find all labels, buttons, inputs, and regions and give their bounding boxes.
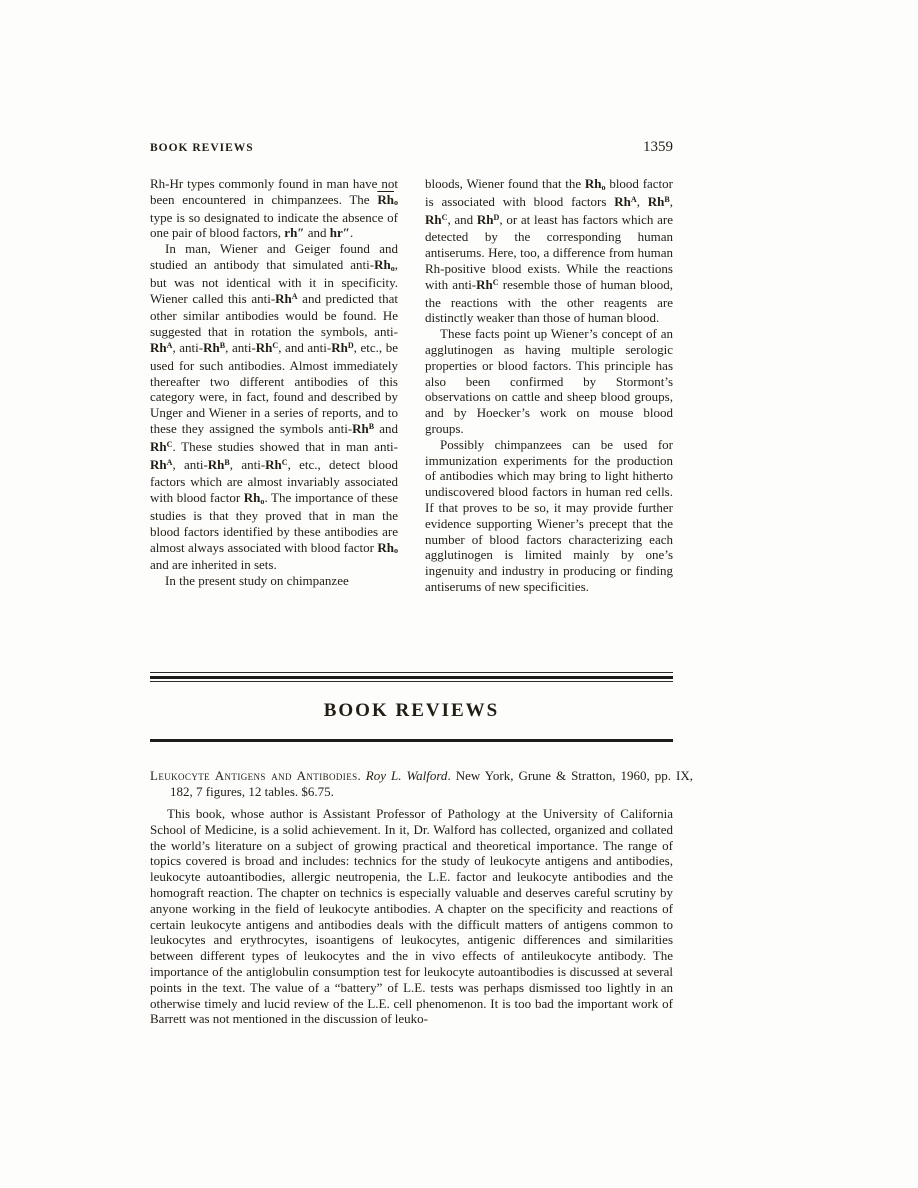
double-rule-divider bbox=[150, 672, 673, 682]
running-head-title: BOOK REVIEWS bbox=[150, 142, 254, 154]
double-rule-thick-line bbox=[150, 676, 673, 679]
single-rule-divider bbox=[150, 739, 673, 742]
paragraph: In the present study on chimpanzee bbox=[165, 573, 349, 589]
page-number: 1359 bbox=[643, 139, 673, 155]
review-paragraph: This book, whose author is Assistant Professor of Pathology at the University of California School of Medicine, is a solid achievement. In it, Dr. Walford has collected, organized and collated the world’s literature on a subject of growing practical and theoretical importance. The range of topics covered is broad and includes: technics for the study of leukocyte antigens and antibodies, leukocyte autoantibodies, allergic neutropenia, the L.E. factor and leukocyte antibodies and the homograft reaction. The chapter on technics is especially valuable and deserves careful scrutiny by anyone working in the field of leukocyte antibodies. A chapter on the specificity and reactions of certain leukocyte antigens and antibodies deals with the difficult matters of antigens common to leukocytes and erythrocytes, isoantigens of leukocytes, antigenic differences and similarities between different types of leukocytes and the in vivo effects of antileukocyte antibody. The importance of the antiglobulin consumption test for leukocyte autoantibodies is discussed at several points in the text. The value of a “battery” of L.E. tests was perhaps dismissed too lightly in an otherwise timely and lucid review of the L.E. cell phenomenon. It is too bad the important work of Barrett was not mentioned in the discussion of leuko- bbox=[150, 806, 673, 1027]
running-head bbox=[150, 139, 673, 156]
article-column-left bbox=[150, 176, 398, 595]
paragraph: bloods, Wiener found that the Rho blood factor is associated with blood factors $Rh^A$, $Rh^B$, $Rh^C$, and $Rh^D$, or at least has factors which are detected by the corresponding human antiserums. Here, too, a difference from human Rh-positive blood exists. While the reactions with anti-$Rh^C$ resemble those of human blood, the reactions with the other reagents are distinctly weaker than those of human blood. bbox=[425, 176, 674, 326]
book-reviews-heading: BOOK REVIEWS bbox=[323, 700, 500, 721]
book-citation: Leukocyte Antigens and Antibodies. Roy L. Walford. New York, Grune & Stratton, 1960, pp. IX, 182, 7 figures, 12 tables. $6.75. bbox=[150, 768, 693, 799]
paragraph: Rh-Hr types commonly found in man have not been encountered in chimpanzees. The $\overline{Rh}o$ type is so designated to indicate the absence of one pair of blood factors, rh″ and hr″. bbox=[150, 176, 398, 241]
paragraph: Possibly chimpanzees can be used for immunization experiments for the production of antibodies which may bring to light hitherto undiscovered blood factors in human red cells. If that proves to be so, it may provide further evidence supporting Wiener’s precept that the number of blood factors characterizing each agglutinogen is limited mainly by one’s ingenuity and industry in producing or finding antiserums of new specificities. bbox=[425, 436, 673, 594]
article-column-right bbox=[425, 176, 673, 595]
article-columns bbox=[150, 176, 673, 595]
paragraph: These facts point up Wiener’s concept of an agglutinogen as having multiple serologic properties or blood factors. This principle has also been confirmed by Stormont’s observations on cattle and sheep blood groups, and by Hoecker’s work on mouse blood groups. bbox=[425, 326, 673, 436]
paragraph: In man, Wiener and Geiger found and studied an antibody that simulated anti-Rho, but was not identical with it in specificity. Wiener called this anti-$Rh^A$ and predicted that other similar antibodies would be found. He suggested that in rotation the symbols, anti-$Rh^A$, anti-$Rh^B$, anti-$Rh^C$, and anti-$Rh^D$, etc., be used for such antibodies. Almost immediately thereafter two different antibodies of this category were, in fact, found and described by Unger and Wiener in a series of reports, and to these they assigned the symbols anti-$Rh^B$ and $Rh^C$. These studies showed that in man anti-$Rh^A$, anti-$Rh^B$, anti-$Rh^C$, etc., detect blood factors which are almost invariably associated with blood factor Rho. The importance of these studies is that they proved that in man the blood factors identified by these antibodies are almost always associated with blood factor Rho and are inherited in sets. bbox=[150, 241, 399, 573]
